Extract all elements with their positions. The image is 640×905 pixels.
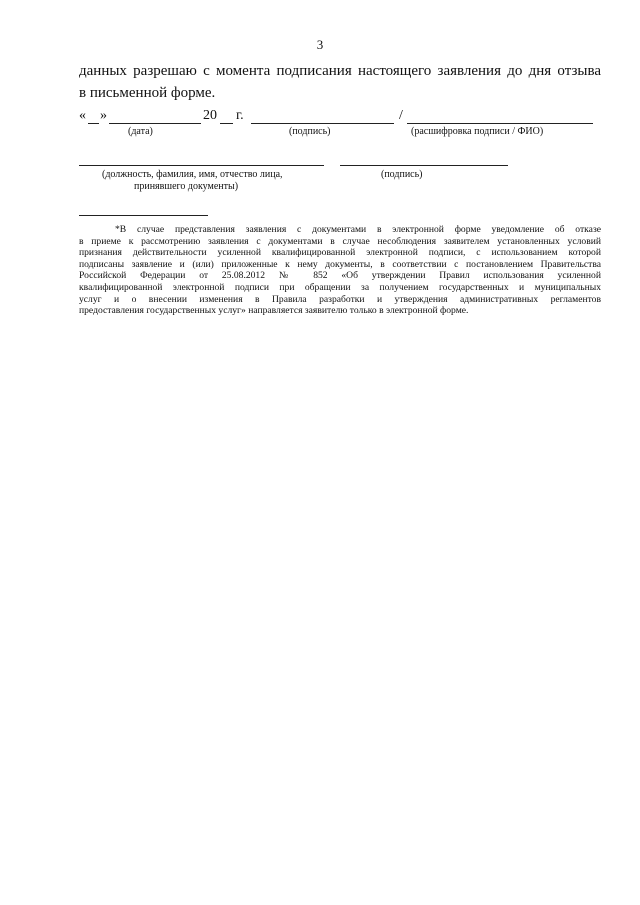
footnote-separator [79,215,208,216]
footnote-line: подписаны заявление и (или) приложенные к нему документы, в соответствии с постановлением Правительства [79,258,601,270]
year-suffix: г. [236,108,244,123]
page-number: 3 [316,37,324,52]
receiver-caption-line-1: (должность, фамилия, имя, отчество лица, [102,169,283,180]
consent-text-line-1: данных разрешаю с момента подписания настоящего заявления до дня отзыва [79,63,601,79]
receiver-signature-caption: (подпись) [381,169,423,180]
receiver-signature-blank-line [340,165,508,166]
footnote-line: признания действительности усиленной квалифицированной электронной подписи, с использованием которой [79,247,601,259]
footnote-line: в приеме к рассмотрению заявления с документами в случае несоблюдения заявителем установленных условий [79,235,601,247]
receiver-caption-line-2: принявшего документы) [134,181,239,192]
month-blank-line [109,123,201,124]
footnote-line: Российской Федерации от 25.08.2012 № 852 «Об утверждении Правил использования усиленной [79,270,601,282]
receiver-name-blank-line [79,165,324,166]
quote-open: « [79,108,86,123]
footnote-line: услуг и о внесении изменения в Правила разработки и утверждения административных регламентов [79,293,601,305]
year-blank-line [220,123,233,124]
date-caption: (дата) [128,126,153,137]
signature-blank-line [251,123,394,124]
day-blank-line [88,123,99,124]
quote-close: » [100,108,107,123]
year-prefix: 20 [203,108,217,123]
footnote-line: предоставления государственных услуг» направляется заявителю только в электронной форме. [79,305,469,317]
footnote-line: *В случае представления заявления с документами в электронной форме уведомление об отказе [115,224,601,235]
signature-decoding-blank-line [407,123,593,124]
footnote-line: квалифицированной электронной подписи при обращении за получением государственных и муниципальных [79,281,601,293]
signature-decoding-caption: (расшифровка подписи / ФИО) [411,126,544,137]
signature-caption: (подпись) [289,126,331,137]
footnote [79,224,601,317]
consent-text-line-2: в письменной форме. [79,85,216,101]
slash-separator: / [399,108,403,123]
